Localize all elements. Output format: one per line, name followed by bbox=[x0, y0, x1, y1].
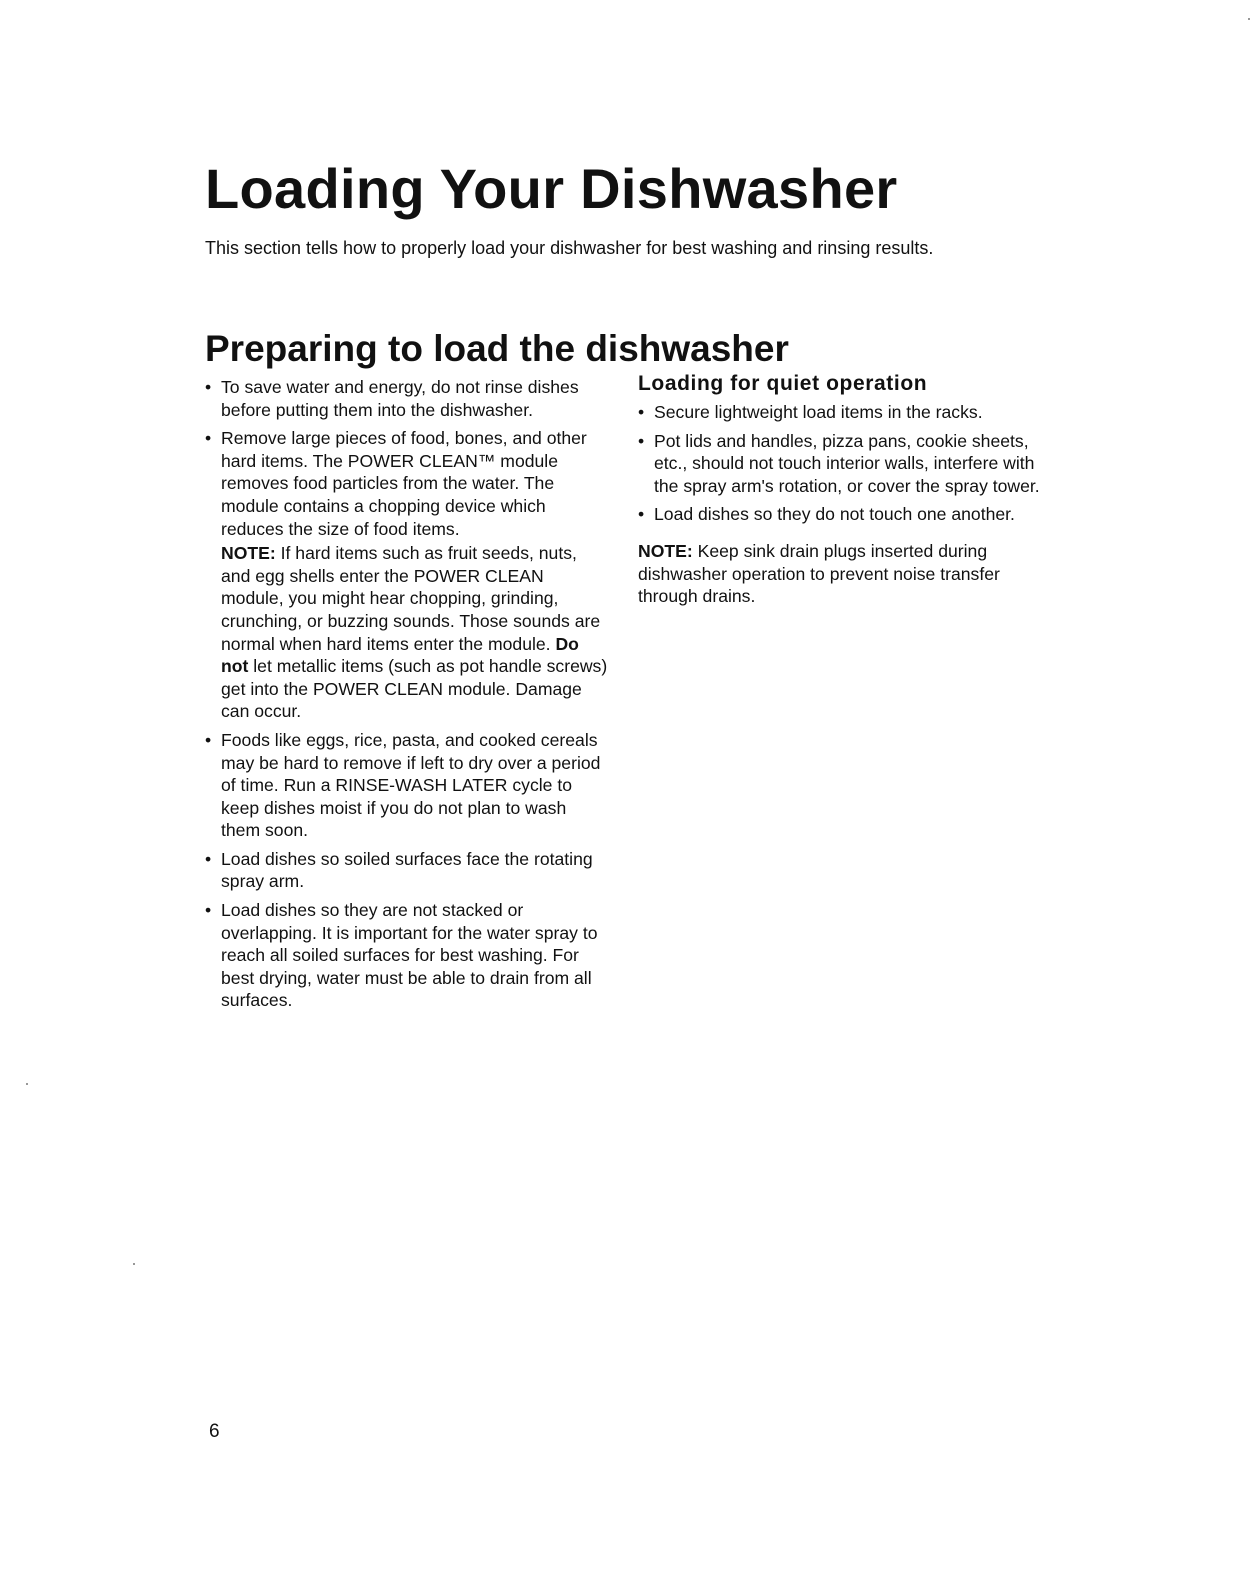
note-paragraph bbox=[221, 542, 610, 723]
page-number: 6 bbox=[209, 1421, 220, 1442]
scan-speck bbox=[1248, 18, 1250, 20]
list-item bbox=[205, 427, 610, 723]
left-column bbox=[205, 376, 610, 1018]
right-column bbox=[638, 371, 1048, 608]
bullet-text: Load dishes so soiled surfaces face the rotating spray arm. bbox=[221, 848, 593, 892]
note-label: NOTE: bbox=[638, 540, 693, 561]
note-emphasis: Do not bbox=[221, 633, 579, 677]
bullet-text: Load dishes so they are not stacked or overlapping. It is important for the water spray to reach all soiled surfaces for best washing. For best drying, water must be able to drain from all surfaces. bbox=[221, 900, 598, 1011]
bullet-text: Remove large pieces of food, bones, and other hard items. The POWER CLEAN™ module removes food particles from the water. The module contains a chopping device which reduces the size of food items. bbox=[221, 428, 587, 539]
scan-speck bbox=[26, 1083, 28, 1085]
bullet-text: To save water and energy, do not rinse dishes before putting them into the dishwasher. bbox=[221, 377, 579, 420]
page-title: Loading Your Dishwasher bbox=[205, 157, 898, 220]
intro-text: This section tells how to properly load your dishwasher for best washing and rinsing results. bbox=[205, 238, 934, 258]
list-item bbox=[638, 503, 1048, 526]
bullet-text: Foods like eggs, rice, pasta, and cooked cereals may be hard to remove if left to dry over a period of time. Run a RINSE-WASH LATER cycle to keep dishes moist if you do not plan to wash them soon. bbox=[221, 729, 601, 841]
scan-speck bbox=[133, 1263, 135, 1265]
list-item bbox=[638, 401, 1048, 424]
preparing-list bbox=[205, 376, 610, 1012]
bullet-text: Pot lids and handles, pizza pans, cookie sheets, etc., should not touch interior walls, interfere with the spray arm's rotation, or cover the spray tower. bbox=[654, 430, 1040, 496]
note-label: NOTE: bbox=[221, 543, 276, 564]
note-text-continued: let metallic items (such as pot handle screws) get into the POWER CLEAN module. Damage can occur. bbox=[221, 656, 608, 722]
section-title: Preparing to load the dishwasher bbox=[205, 328, 789, 369]
list-item bbox=[205, 729, 610, 842]
list-item bbox=[205, 376, 610, 421]
drain-note bbox=[638, 540, 1048, 608]
note-text: If hard items such as fruit seeds, nuts, and egg shells enter the POWER CLEAN module, you might hear chopping, grinding, crunching, or buzzing sounds. Those sounds are normal when hard items enter the module. bbox=[221, 543, 601, 654]
list-item bbox=[638, 430, 1048, 498]
quiet-operation-list bbox=[638, 401, 1048, 526]
bullet-text: Load dishes so they do not touch one another. bbox=[654, 504, 1015, 525]
bullet-text: Secure lightweight load items in the racks. bbox=[654, 402, 983, 422]
note-text: Keep sink drain plugs inserted during dishwasher operation to prevent noise transfer through drains. bbox=[638, 540, 1000, 607]
list-item bbox=[205, 848, 610, 893]
quiet-operation-heading: Loading for quiet operation bbox=[638, 372, 928, 395]
list-item bbox=[205, 899, 610, 1012]
